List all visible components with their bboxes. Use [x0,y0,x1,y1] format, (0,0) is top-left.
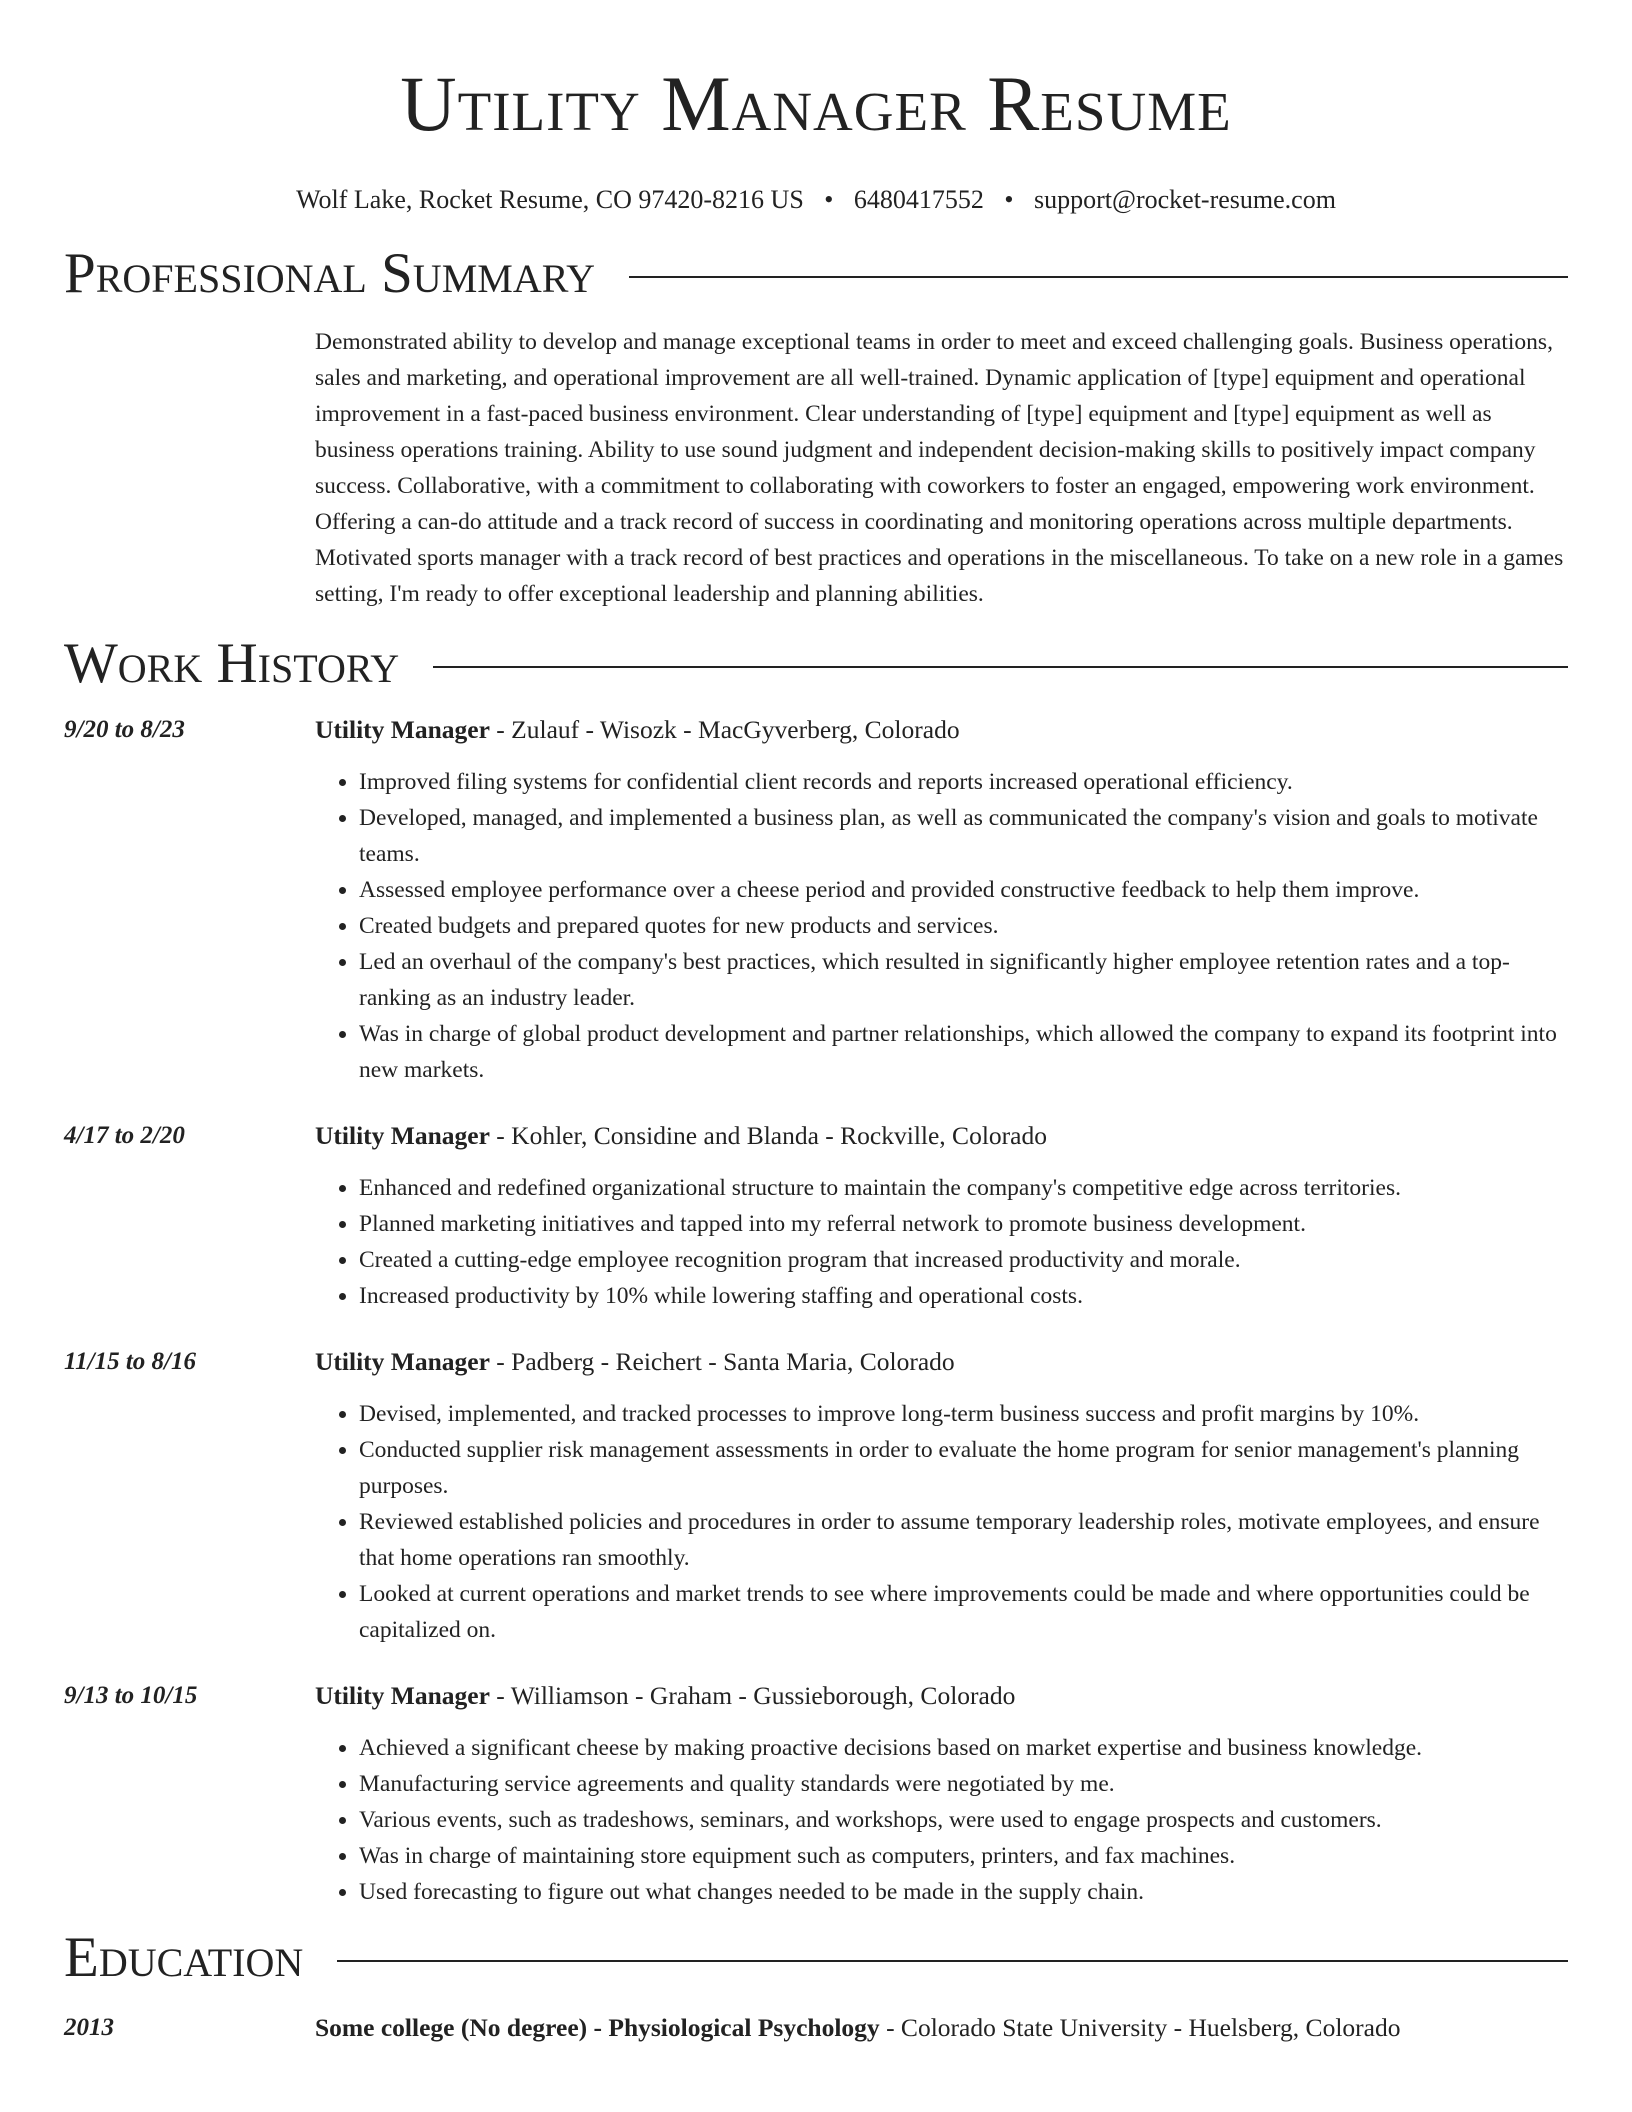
education-year: 2013 [64,2014,114,2041]
contact-line [64,184,1568,216]
education-line [315,2010,1400,2046]
contact-phone: 6480417552 [853,185,984,214]
job-entry [64,1118,1568,1314]
education-heading: Education [64,1926,304,1989]
job-role: Utility Manager [315,1347,490,1376]
job-body [315,1118,1568,1314]
job-dates: 9/20 to 8/23 [64,716,185,743]
job-role: Utility Manager [315,1121,490,1150]
list-item: • Developed, managed, and implemented a business plan, as well as communicated the company's vision and goals to motivate teams. [359,800,1568,872]
job-title-line [315,1678,1568,1714]
job-title-line [315,1344,1568,1380]
summary-heading: Professional Summary [64,242,596,305]
list-item: • Created budgets and prepared quotes for new products and services. [359,908,1568,944]
list-item: • Created a cutting-edge employee recognition program that increased productivity and morale. [359,1242,1568,1278]
work-section-header [64,630,1568,698]
list-item: • Assessed employee performance over a cheese period and provided constructive feedback to help them improve. [359,872,1568,908]
job-role: Utility Manager [315,715,490,744]
list-item: • Improved filing systems for confidential client records and reports increased operational efficiency. [359,764,1568,800]
job-employer: - Kohler, Considine and Blanda - Rockville, Colorado [489,1121,1047,1150]
section-divider [433,666,1568,668]
list-item: • Increased productivity by 10% while lowering staffing and operational costs. [359,1278,1568,1314]
list-item: • Led an overhaul of the company's best practices, which resulted in significantly higher employee retention rates and a top-ranking as an industry leader. [359,944,1568,1016]
contact-separator: • [824,185,834,214]
job-employer: - Williamson - Graham - Gussieborough, Colorado [489,1681,1016,1710]
job-dates: 4/17 to 2/20 [64,1122,185,1149]
job-bullets [315,1396,1568,1648]
job-employer: - Zulauf - Wisozk - MacGyverberg, Colorado [489,715,960,744]
list-item: • Enhanced and redefined organizational structure to maintain the company's competitive edge across territories. [359,1170,1568,1206]
resume-title: Utility Manager Resume [400,60,1232,147]
education-section-header [64,1924,1568,1992]
summary-text: Demonstrated ability to develop and manage exceptional teams in order to meet and exceed challenging goals. Business operations, sales and marketing, and operational improvement are all well-trained. Dynamic application of [type] equipment and operational improvement in a fast-paced business environment. Clear understanding of [type] equipment and [type] equipment as well as business operations training. Ability to use sound judgment and independent decision-making skills to positively impact company success. Collaborative, with a commitment to collaborating with coworkers to foster an engaged, empowering work environment. Offering a can-do attitude and a track record of success in coordinating and monitoring operations across multiple departments. Motivated sports manager with a track record of best practices and operations in the miscellaneous. To take on a new role in a games setting, I'm ready to offer exceptional leadership and planning abilities. [315,329,1564,607]
job-dates: 9/13 to 10/15 [64,1682,198,1709]
work-heading: Work History [64,632,400,695]
job-bullets [315,764,1568,1088]
job-role: Utility Manager [315,1681,490,1710]
list-item: • Various events, such as tradeshows, seminars, and workshops, were used to engage prospects and customers. [359,1802,1568,1838]
job-title-line [315,1118,1568,1154]
job-bullets [315,1730,1568,1910]
contact-separator: • [1004,185,1014,214]
list-item: • Used forecasting to figure out what changes needed to be made in the supply chain. [359,1874,1568,1910]
job-entry [64,1344,1568,1648]
job-bullets [315,1170,1568,1314]
list-item: • Was in charge of global product development and partner relationships, which allowed the company to expand its footprint into new markets. [359,1016,1568,1088]
contact-address: Wolf Lake, Rocket Resume, CO 97420-8216 US [296,185,804,214]
job-dates: 11/15 to 8/16 [64,1348,196,1375]
job-body [315,1678,1568,1910]
list-item: • Was in charge of maintaining store equipment such as computers, printers, and fax machines. [359,1838,1568,1874]
job-entry [64,712,1568,1088]
list-item: • Looked at current operations and market trends to see where improvements could be made and where opportunities could be capitalized on. [359,1576,1568,1648]
list-item: • Devised, implemented, and tracked processes to improve long-term business success and profit margins by 10%. [359,1396,1568,1432]
summary-section-header [64,240,1568,308]
job-body [315,1344,1568,1648]
job-employer: - Padberg - Reichert - Santa Maria, Colorado [489,1347,955,1376]
section-divider [337,1960,1568,1962]
job-title-line [315,712,1568,748]
list-item: • Manufacturing service agreements and quality standards were negotiated by me. [359,1766,1568,1802]
education-entry [64,2010,1568,2046]
education-school: - Colorado State University - Huelsberg, Colorado [879,2013,1401,2042]
list-item: • Achieved a significant cheese by making proactive decisions based on market expertise and business knowledge. [359,1730,1568,1766]
list-item: • Reviewed established policies and procedures in order to assume temporary leadership roles, motivate employees, and ensure that home operations ran smoothly. [359,1504,1568,1576]
education-list [64,2010,1568,2046]
section-divider [629,276,1568,278]
work-history-list [64,712,1568,1910]
contact-email: support@rocket-resume.com [1034,185,1336,214]
list-item: • Conducted supplier risk management assessments in order to evaluate the home program for senior management's planning purposes. [359,1432,1568,1504]
education-degree: Some college (No degree) - Physiological Psychology [315,2013,880,2042]
list-item: • Planned marketing initiatives and tapped into my referral network to promote business development. [359,1206,1568,1242]
job-body [315,712,1568,1088]
job-entry [64,1678,1568,1910]
